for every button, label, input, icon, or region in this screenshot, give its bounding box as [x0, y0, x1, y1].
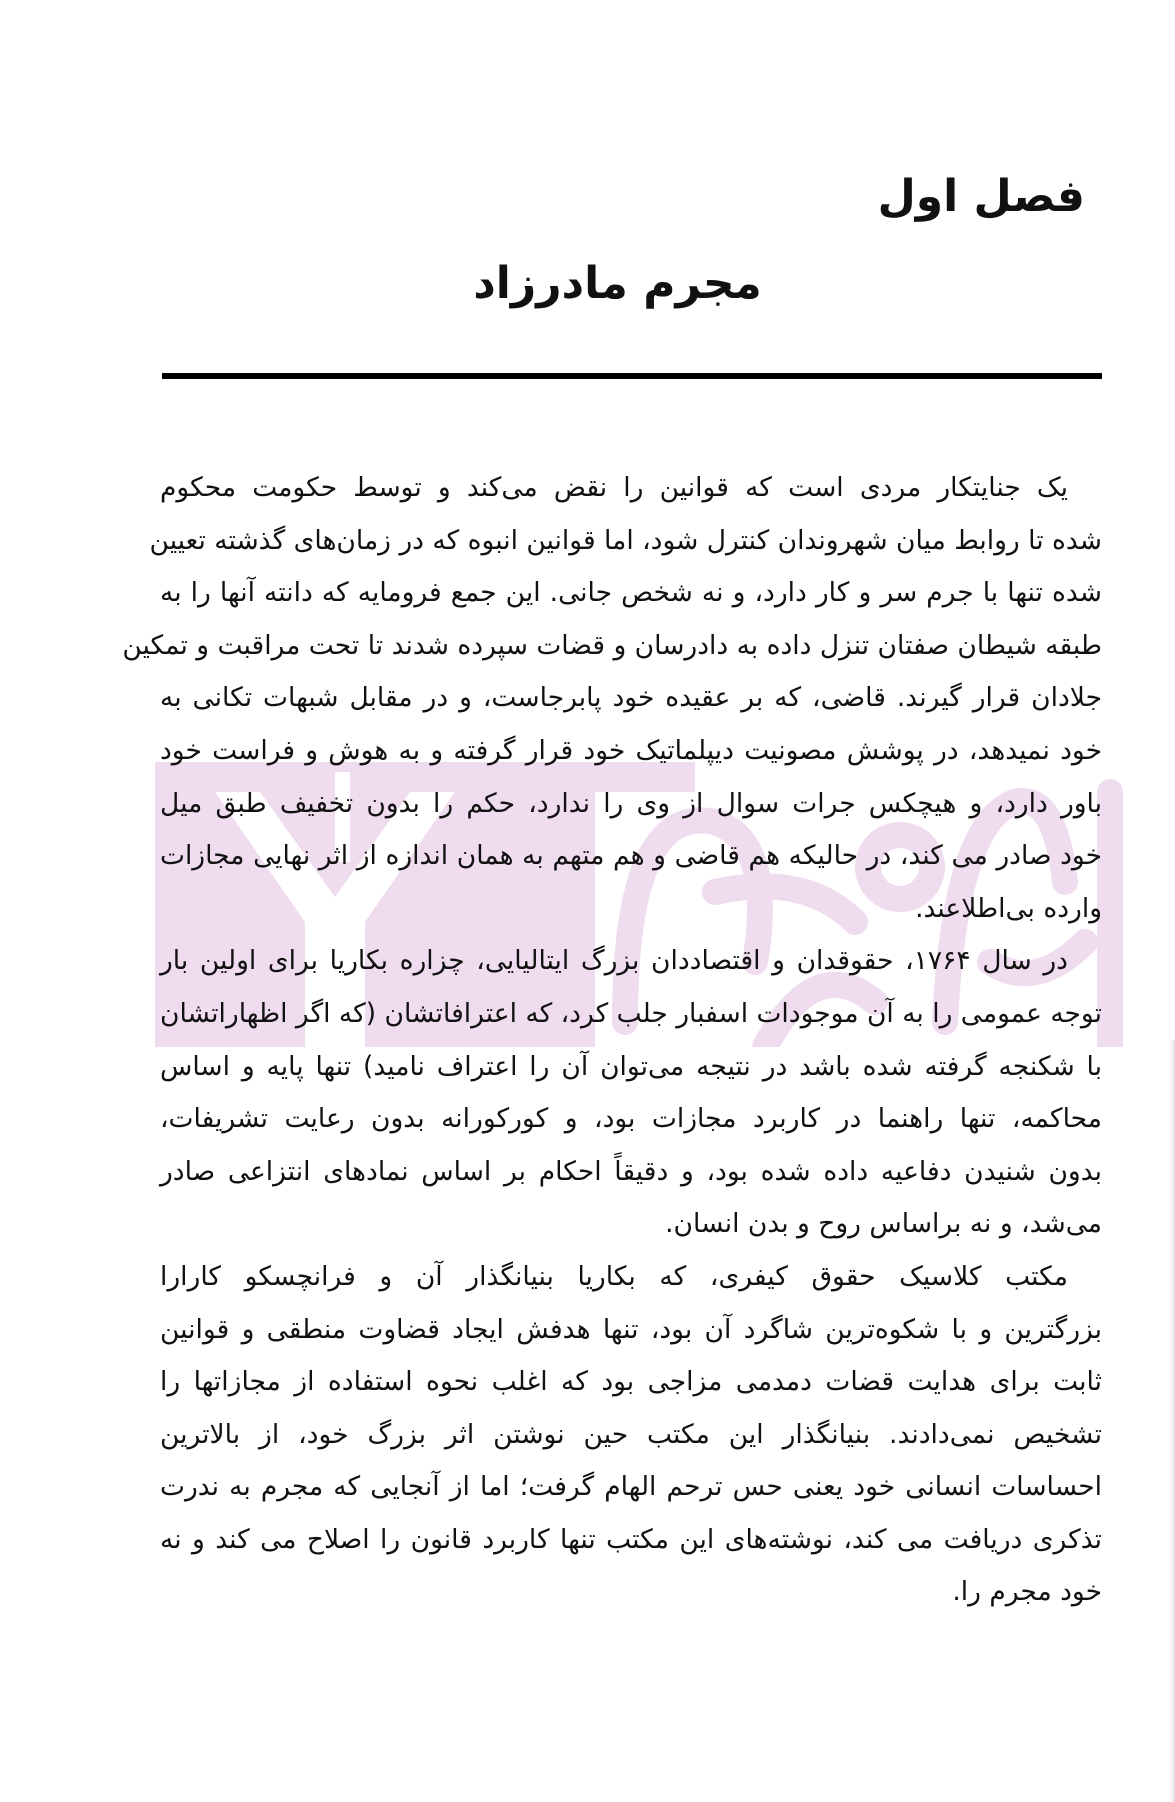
- text-line: محاکمه، تنها راهنما در کاربرد مجازات بود، و کورکورانه بدون رعایت تشریفات،: [160, 1103, 1102, 1135]
- text-line: باور دارد، و هیچکس جرات سوال از وی را ندارد، حکم را بدون تخفیف طبق میل: [160, 787, 1102, 819]
- text-line: شده تا روابط میان شهروندان کنترل شود، اما قوانین انبوه که در زمان‌های گذشته تعیین: [149, 524, 1102, 556]
- text-line: طبقه شیطان صفتان تنزل داده به دادرسان و قضات سپرده شدند تا تحت مراقبت و تمکین: [122, 629, 1102, 661]
- text-line: بدون شنیدن دفاعیه داده شده بود، و دقیقاً احکام بر اساس نمادهای انتزاعی صادر: [160, 1155, 1102, 1187]
- text-line: خود صادر می کند، در حالیکه هم قاضی و هم متهم به همان اندازه از اثر نهایی مجازات: [160, 840, 1102, 872]
- text-line: می‌شد، و نه براساس روح و بدن انسان.: [665, 1208, 1102, 1240]
- text-line: شده تنها با جرم سر و کار دارد، و نه شخص جانی. این جمع فرومایه که دانته آنها را به: [160, 577, 1102, 609]
- text-line: خود مجرم را.: [952, 1576, 1102, 1608]
- scanned-page-edge: [1169, 1040, 1175, 1802]
- text-line: یک جنایتکار مردی است که قوانین را نقض می‌کند و توسط حکومت محکوم: [160, 472, 1068, 503]
- text-line: وارده بی‌اطلاعند.: [915, 892, 1102, 924]
- chapter-label: فصل اول: [877, 171, 1085, 222]
- text-line: جلادان قرار گیرند. قاضی، که بر عقیده خود پابرجاست، و در مقابل شبهات تکانی به: [160, 682, 1102, 714]
- title-divider: [162, 373, 1102, 379]
- text-line: در سال ۱۷۶۴، حقوقدان و اقتصاددان بزرگ ایتالیایی، چزاره بکاریا برای اولین بار: [160, 945, 1068, 977]
- text-line: توجه عمومی را به آن موجودات اسفبار جلب کرد، که اعترافاتشان (که اگر اظهاراتشان: [160, 997, 1102, 1029]
- text-line: احساسات انسانی خود یعنی حس ترحم الهام گرفت؛ اما از آنجایی که مجرم به ندرت: [160, 1471, 1102, 1503]
- text-line: تذکری دریافت می کند، نوشته‌های این مکتب تنها کاربرد قانون را اصلاح می کند و نه: [160, 1523, 1102, 1555]
- text-line: با شکنجه گرفته شده باشد در نتیجه می‌توان آن را اعتراف نامید) تنها پایه و اساس: [160, 1050, 1102, 1082]
- text-line: خود نمیدهد، در پوشش مصونیت دیپلماتیک خود قرار گرفته و به هوش و فراست خود: [160, 734, 1102, 766]
- chapter-title: مجرم مادرزاد: [473, 258, 762, 309]
- text-line: بزرگترین و با شکوه‌ترین شاگرد آن بود، تنها هدفش ایجاد قضاوت منطقی و قوانین: [160, 1313, 1102, 1345]
- text-line: تشخیص نمی‌دادند. بنیانگذار این مکتب حین نوشتن اثر بزرگ خود، از بالاترین: [160, 1418, 1102, 1450]
- chapter-body: [122, 462, 1102, 1619]
- text-line: مکتب کلاسیک حقوق کیفری، که بکاریا بنیانگذار آن و فرانچسکو کارارا: [160, 1260, 1068, 1292]
- text-line: ثابت برای هدایت قضات دمدمی مزاجی بود که اغلب نحوه استفاده از مجازاتها را: [160, 1366, 1102, 1398]
